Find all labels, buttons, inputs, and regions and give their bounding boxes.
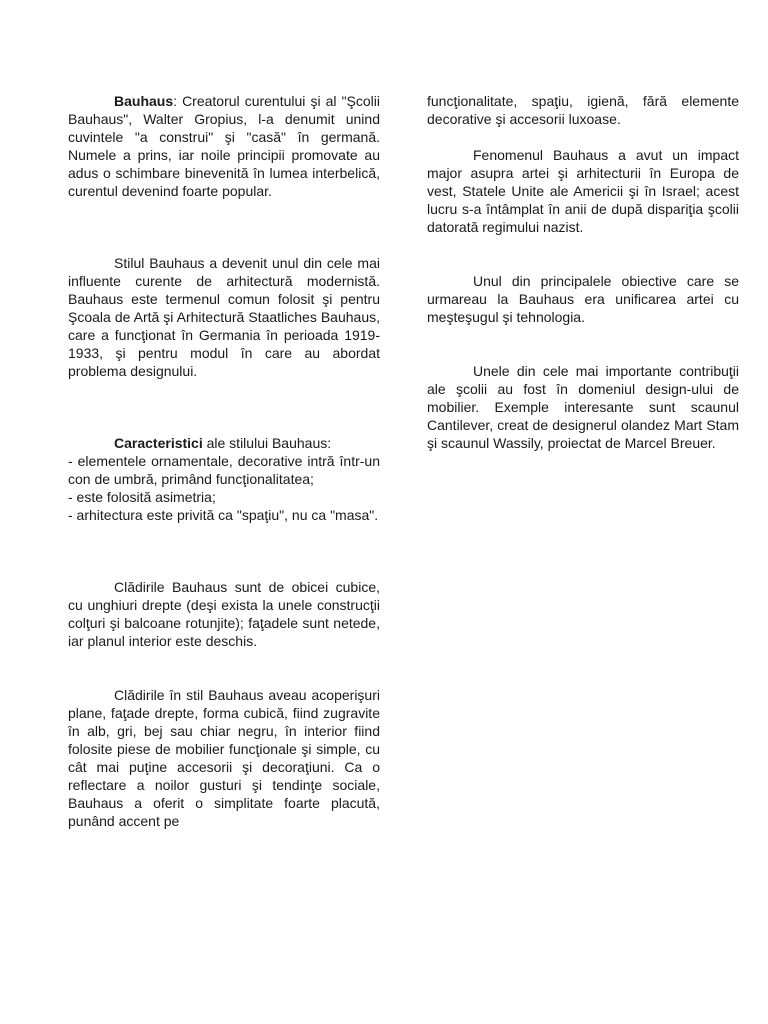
characteristics-heading-rest: ale stilului Bauhaus: [202,435,332,451]
characteristic-item: - este folosită asimetria; [68,489,216,505]
characteristic-item: - arhitectura este privită ca "spaţiu", nu ca "masa". [68,507,379,523]
term-bauhaus: Bauhaus [114,93,174,109]
term-caracteristici: Caracteristici [114,435,203,451]
paragraph-intro [68,92,380,200]
paragraph-impact: Fenomenul Bauhaus a avut un impact major asupra artei şi arhitecturii în Europa de vest, Statele Unite ale Americii şi în Israel; acest lucru s-a întâmplat în anii de după dispariţia şcolii datorată regimului nazist. [427,147,739,235]
characteristic-item: - elementele ornamentale, decorative intră într-un con de umbră, primând funcţionalitatea; [68,453,380,487]
characteristics-heading [68,434,380,452]
paragraph-style: Stilul Bauhaus a devenit unul din cele mai influente curente de arhitectură modernistă. Bauhaus este termenul comun folosit şi pentru Şcoala de Artă şi Arhitectură Staatliches Bauhaus, care a funcţionat în Germania în perioada 1919-1933, şi pentru modul în care au abordat problema designului. [68,255,380,379]
paragraph-functionality: funcţionalitate, spaţiu, igienă, fără elemente decorative şi accesorii luxoase. [427,93,739,127]
paragraph-buildings: Clădirile Bauhaus sunt de obicei cubice, cu unghiuri drepte (deşi exista la unele construcţii colţuri şi balcoane rotunjite); faţadele sunt netede, iar planul interior este deschis. [68,579,380,649]
right-column [427,92,739,452]
paragraph-objectives: Unul din principalele obiective care se urmareau la Bauhaus era unificarea artei cu meşteşugul şi tehnologia. [427,273,739,325]
characteristics-block [68,434,380,524]
intro-text: : Creatorul curentului şi al "Şcolii Bauhaus", Walter Gropius, l-a denumit unind cuvintele "a construi" şi "casă" în germană. Numele a prins, iar noile principii promovate au adus o schimbare binevenită în lumea interbelică, curentul devenind foarte popular. [68,93,380,199]
paragraph-buildings-style: Clădirile în stil Bauhaus aveau acoperişuri plane, faţade drepte, forma cubică, fiind zugravite în alb, gri, bej sau chiar negru, în interior fiind folosite piese de mobilier funcţionale şi simple, cu cât mai puţine accesorii şi decoraţiuni. Ca o reflectare a noilor gusturi şi tendinţe sociale, Bauhaus a oferit o simplitate foarte placută, punând accent pe [68,687,380,829]
paragraph-contributions: Unele din cele mai importante contribuţii ale şcolii au fost în domeniul design-ului de mobilier. Exemple interesante sunt scaunul Cantilever, creat de designerul olandez Mart Stam şi scaunul Wassily, proiectat de Marcel Breuer. [427,363,739,451]
left-column [68,92,380,830]
